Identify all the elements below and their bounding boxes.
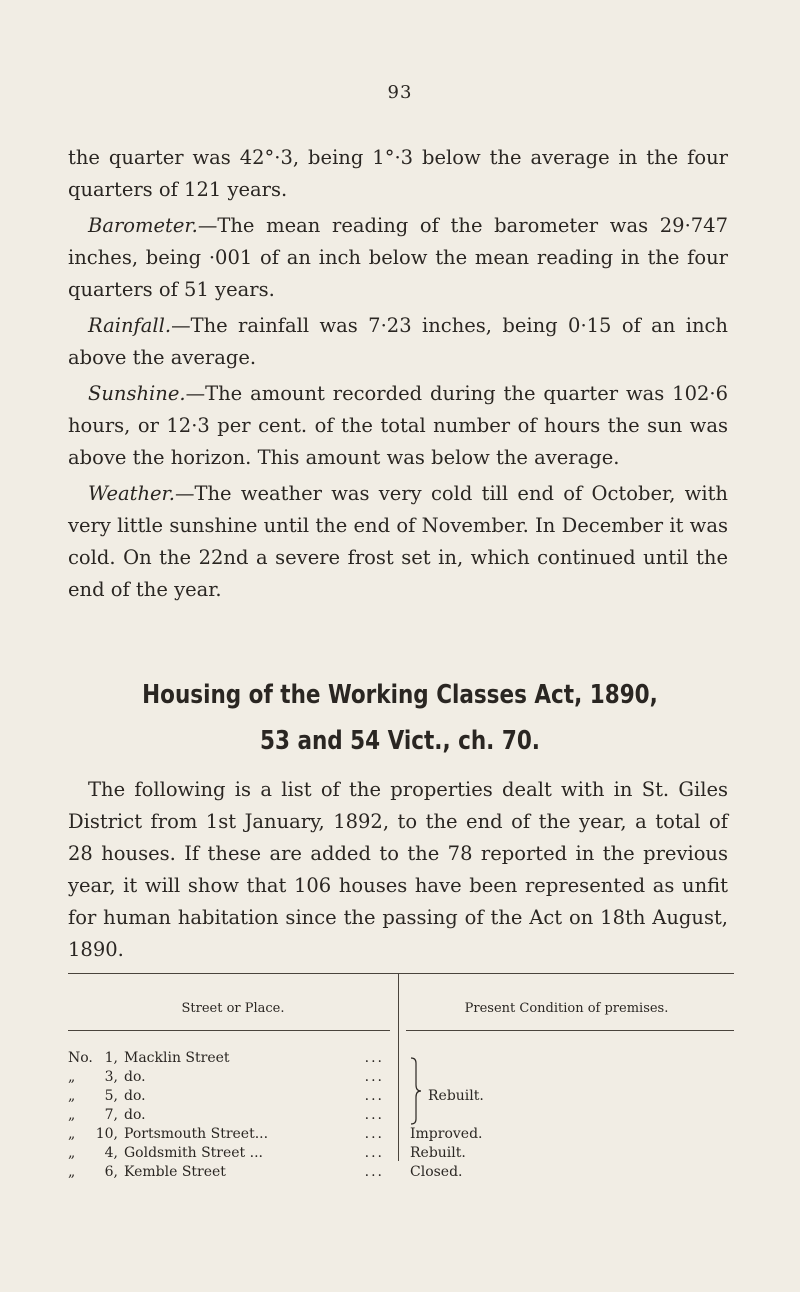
page-number: 93 xyxy=(387,82,413,103)
paragraph-lead: Weather. xyxy=(88,482,175,505)
row-prefix: „ xyxy=(68,1164,76,1180)
table-row xyxy=(68,1067,398,1087)
condition-row-7: Closed. xyxy=(410,1164,463,1180)
intro-text: The following is a list of the properties dealt with in St. Giles District from 1st January, 1892, to the end of the year, a total of 28 houses. If these are added to the 78 reported in the previous year, it will show that 106 houses have been represented as unfit for human habitation since the passing of the Act on 18th August, 1890. xyxy=(68,778,728,961)
condition-row-5: Improved. xyxy=(410,1126,483,1142)
row-leader-dots: ... xyxy=(364,1126,384,1142)
header-condition: Present Condition of premises. xyxy=(464,1001,669,1016)
row-leader-dots: ... xyxy=(364,1164,384,1180)
table-row xyxy=(68,1048,398,1068)
intro-paragraph xyxy=(68,774,728,966)
row-street: Goldsmith Street ... xyxy=(124,1145,263,1161)
section-heading xyxy=(32,672,768,764)
row-prefix: „ xyxy=(68,1145,76,1161)
row-prefix: No. xyxy=(68,1050,93,1066)
paragraph-lead: Barometer. xyxy=(88,214,198,237)
header-street: Street or Place. xyxy=(181,1001,285,1016)
paragraph-weather xyxy=(68,478,728,606)
paragraph-barometer xyxy=(68,210,728,306)
row-street: Macklin Street xyxy=(124,1050,230,1066)
row-street: Portsmouth Street... xyxy=(124,1126,269,1142)
row-number: 7, xyxy=(104,1107,118,1123)
table-row xyxy=(68,1086,398,1106)
table-row xyxy=(68,1162,398,1182)
row-street: do. xyxy=(124,1088,146,1104)
body-text xyxy=(68,142,728,610)
header-rule-left xyxy=(68,1030,390,1031)
header-rule-right xyxy=(406,1030,734,1031)
paragraph-lead: Sunshine. xyxy=(88,382,186,405)
row-number: 4, xyxy=(104,1145,118,1161)
table-row xyxy=(68,1124,398,1144)
table-row xyxy=(68,1143,398,1163)
row-prefix: „ xyxy=(68,1126,76,1142)
table-top-rule xyxy=(68,973,734,974)
table-row xyxy=(68,1105,398,1125)
heading-line-2: 53 and 54 Vict., ch. 70. xyxy=(260,726,540,756)
row-number: 10, xyxy=(95,1126,118,1142)
row-prefix: „ xyxy=(68,1069,76,1085)
row-leader-dots: ... xyxy=(364,1107,384,1123)
paragraph-rainfall xyxy=(68,310,728,374)
row-leader-dots: ... xyxy=(364,1145,384,1161)
paragraph-lead: Rainfall. xyxy=(88,314,172,337)
row-prefix: „ xyxy=(68,1107,76,1123)
row-street: do. xyxy=(124,1069,146,1085)
row-street: Kemble Street xyxy=(124,1164,226,1180)
row-number: 6, xyxy=(104,1164,118,1180)
paragraph-text: —The weather was very cold till end of October, with very little sunshine until the end of November. In December it was cold. On the 22nd a severe frost set in, which continued until the end of the year. xyxy=(68,482,728,601)
right-brace-icon xyxy=(410,1057,426,1125)
row-leader-dots: ... xyxy=(364,1069,384,1085)
paragraph-sunshine xyxy=(68,378,728,474)
row-leader-dots: ... xyxy=(364,1088,384,1104)
row-prefix: „ xyxy=(68,1088,76,1104)
condition-row-6: Rebuilt. xyxy=(410,1145,466,1161)
paragraph-text: the quarter was 42°·3, being 1°·3 below the average in the four quarters of 121 years. xyxy=(68,146,728,201)
paragraph-text: —The rainfall was 7·23 inches, being 0·15 of an inch above the average. xyxy=(68,314,728,369)
row-number: 1, xyxy=(104,1050,118,1066)
row-number: 5, xyxy=(104,1088,118,1104)
paragraph-text: —The amount recorded during the quarter was 102·6 hours, or 12·3 per cent. of the total number of hours the sun was above the horizon. This amount was below the average. xyxy=(68,382,728,469)
condition-grouped: Rebuilt. xyxy=(428,1088,484,1104)
row-leader-dots: ... xyxy=(364,1050,384,1066)
paragraph-text: —The mean reading of the barometer was 29·747 inches, being ·001 of an inch below the mean reading in the four quarters of 51 years. xyxy=(68,214,728,301)
row-street: do. xyxy=(124,1107,146,1123)
paragraph-temperature xyxy=(68,142,728,206)
row-number: 3, xyxy=(104,1069,118,1085)
heading-line-1: Housing of the Working Classes Act, 1890, xyxy=(142,680,658,710)
